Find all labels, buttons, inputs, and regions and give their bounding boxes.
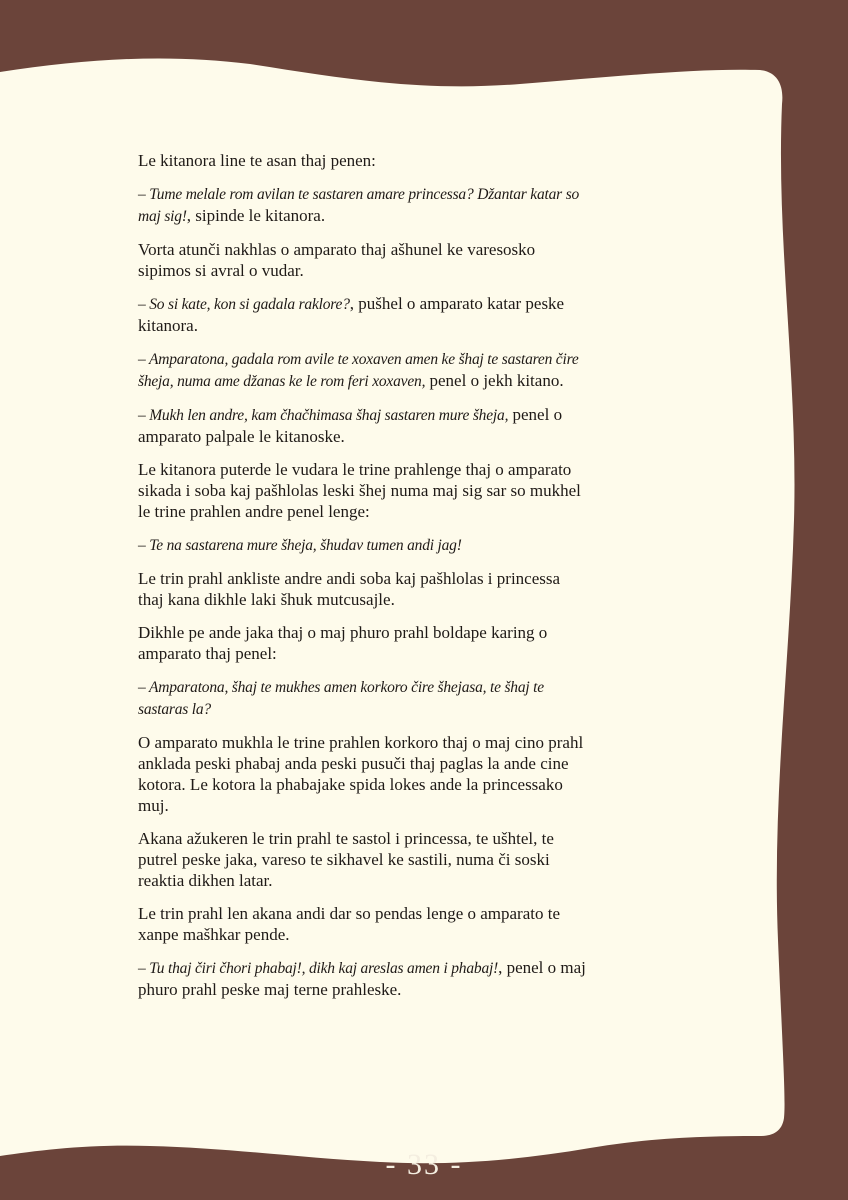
dialogue-text: – Tu thaj čiri čhori phabaj!, dikh kaj areslas amen i phabaj! [138,960,499,977]
paragraph [138,348,588,392]
narration-text: , sipinde le kitanora. [186,206,326,225]
paragraph [138,183,588,227]
paragraph [138,404,588,447]
paragraph [138,957,588,1000]
narration-text: , penel o maj phuro prahl peske maj terne prahleske. [138,958,586,999]
paragraph [138,534,588,556]
paragraph [138,293,588,336]
paragraph [138,459,588,522]
story-text [138,150,588,1012]
dialogue-text: – Amparatona, gadala rom avile te xoxaven amen ke šhaj te sastaren čire šheja, numa ame džanas ke le rom feri xoxaven, [138,351,579,390]
narration-text: O amparato mukhla le trine prahlen korkoro thaj o maj cino prahl anklada peski phabaj anda peski pusuči thaj paglas la ande cine kotora. Le kotora la phabajake spida lokes ande la princessako muj. [138,733,584,815]
narration-text: Dikhle pe ande jaka thaj o maj phuro prahl boldape karing o amparato thaj penel: [138,623,548,663]
narration-text: , pušhel o amparato katar peske kitanora. [138,294,565,335]
page-number: - 33 - [385,1148,463,1181]
paragraph [138,150,588,171]
narration-text: Vorta atunči nakhlas o amparato thaj ašhunel ke varesosko sipimos si avral o vudar. [138,240,536,280]
paragraph [138,239,588,281]
paragraph [138,903,588,945]
narration-text: Le kitanora puterde le vudara le trine prahlenge thaj o amparato sikada i soba kaj pašhlolas leski šhej numa maj sig sar so mukhel le trine prahlen andre penel lenge: [138,460,581,521]
dialogue-text: – Amparatona, šhaj te mukhes amen korkoro čire šhejasa, te šhaj te sastaras la? [138,679,544,718]
dialogue-text: – Te na sastarena mure šheja, šhudav tumen andi jag! [138,537,462,554]
narration-text: penel o amparato palpale le kitanoske. [138,405,563,446]
narration-text: Akana ažukeren le trin prahl te sastol i princessa, te ušhtel, te putrel peske jaka, vareso te sikhavel ke sastili, numa či soski reaktia dikhen latar. [138,829,554,890]
paragraph [138,622,588,664]
paragraph [138,828,588,891]
paragraph [138,676,588,720]
paragraph [138,732,588,816]
narration-text: penel o jekh kitano. [425,371,564,390]
narration-text: Le trin prahl len akana andi dar so pendas lenge o amparato te xanpe mašhkar pende. [138,904,560,944]
paragraph [138,568,588,610]
narration-text: Le trin prahl ankliste andre andi soba kaj pašhlolas i princessa thaj kana dikhle laki šhuk mutcusajle. [138,569,561,609]
dialogue-text: – So si kate, kon si gadala raklore? [138,296,350,313]
dialogue-text: – Tume melale rom avilan te sastaren amare princessa? Džantar katar so maj sig! [138,186,580,225]
narration-text: Le kitanora line te asan thaj penen: [138,151,376,170]
dialogue-text: – Mukh len andre, kam čhačhimasa šhaj sastaren mure šheja, [138,407,509,424]
